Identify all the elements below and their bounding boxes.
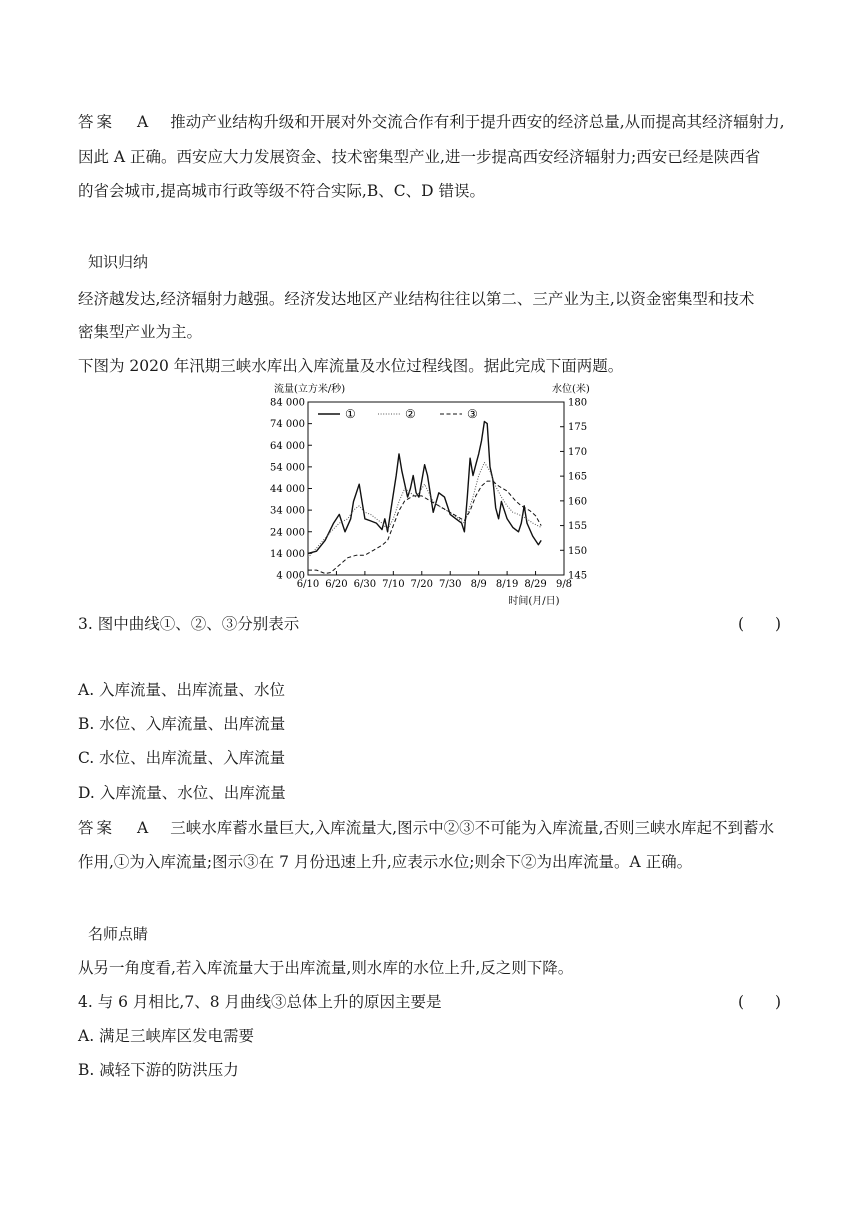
answer-text: 三峡水库蓄水量巨大,入库流量大,图示中②③不可能为入库流量,否则三峡水库起不到蓄水: [170, 819, 775, 837]
chart-intro: 下图为 2020 年汛期三峡水库出入库流量及水位过程线图。据此完成下面两题。: [78, 357, 624, 375]
x-tick-label: 9/8: [555, 579, 573, 590]
q3-option-d: D. 入库流量、水位、出库流量: [78, 784, 286, 802]
left-tick-label: 54 000: [270, 462, 305, 474]
q3-answer-blank: ( ): [738, 615, 782, 633]
answer-text: 推动产业结构升级和开展对外交流合作有利于提升西安的经济总量,从而提高其经济辐射力,: [170, 113, 785, 131]
right-tick-label: 170: [568, 446, 588, 458]
x-tick-label: 8/19: [495, 579, 519, 590]
axis-ticks: [270, 398, 587, 591]
right-axis-label: 水位(米): [552, 384, 590, 395]
plot-frame: [308, 402, 564, 575]
x-tick-label: 8/9: [470, 579, 487, 590]
series-line-2: [308, 463, 541, 558]
q4-option-b: B. 减轻下游的防洪压力: [78, 1061, 239, 1079]
q3-option-b: B. 水位、入库流量、出库流量: [78, 715, 286, 733]
x-tick-label: 6/10: [296, 579, 320, 590]
x-tick-label: 7/10: [382, 579, 405, 590]
q3-stem: 3. 图中曲线①、②、③分别表示: [78, 615, 300, 633]
answer-label: 答案: [78, 113, 116, 131]
q3-answer-line1: [78, 817, 774, 839]
right-tick-label: 180: [568, 397, 588, 409]
x-tick-label: 7/30: [438, 579, 462, 590]
left-axis-label: 流量(立方米/秒): [274, 384, 346, 395]
knowledge-line1: 经济越发达,经济辐射力越强。经济发达地区产业结构往往以第二、三产业为主,以资金密集型和技术: [78, 290, 755, 308]
legend-label-1: ①: [345, 407, 356, 421]
legend: [318, 407, 478, 421]
left-tick-label: 74 000: [270, 419, 305, 431]
tip-heading: 名师点睛: [88, 925, 149, 943]
right-tick-label: 150: [568, 545, 588, 557]
legend-label-2: ②: [405, 407, 416, 421]
left-tick-label: 34 000: [270, 505, 305, 517]
answer-choice: A: [137, 113, 149, 131]
q2-answer-line1: [78, 111, 785, 133]
answer-choice: A: [137, 819, 149, 837]
x-axis-label: 时间(月/日): [508, 596, 560, 607]
x-tick-label: 6/30: [353, 579, 377, 590]
right-tick-label: 175: [568, 422, 588, 434]
x-tick-label: 8/29: [524, 579, 547, 590]
x-tick-label: 7/20: [410, 579, 434, 590]
answer-label: 答案: [78, 819, 116, 837]
left-tick-label: 24 000: [270, 527, 305, 539]
q3-answer-line2: 作用,①为入库流量;图示③在 7 月份迅速上升,应表示水位;则余下②为出库流量。A 正确。: [78, 853, 693, 871]
tip-line1: 从另一角度看,若入库流量大于出库流量,则水库的水位上升,反之则下降。: [78, 959, 574, 977]
left-tick-label: 14 000: [270, 548, 305, 560]
q2-answer-line2: 因此 A 正确。西安应大力发展资金、技术密集型产业,进一步提高西安经济辐射力;西安已经是陕西省: [78, 148, 761, 166]
right-tick-label: 160: [568, 496, 588, 508]
left-tick-label: 64 000: [270, 440, 305, 452]
q3-option-a: A. 入库流量、出库流量、水位: [78, 681, 286, 699]
legend-label-3: ③: [467, 407, 478, 421]
series-line-1: [308, 422, 541, 554]
knowledge-heading: 知识归纳: [88, 253, 149, 271]
left-tick-label: 44 000: [270, 484, 305, 495]
right-tick-label: 155: [568, 521, 588, 533]
q3-option-c: C. 水位、出库流量、入库流量: [78, 749, 286, 767]
right-tick-label: 165: [568, 471, 588, 483]
left-tick-label: 4 000: [276, 570, 305, 582]
q4-stem: 4. 与 6 月相比,7、8 月曲线③总体上升的原因主要是: [78, 993, 442, 1011]
q4-answer-blank: ( ): [738, 993, 782, 1011]
q4-option-a: A. 满足三峡库区发电需要: [78, 1027, 255, 1045]
right-tick-label: 145: [568, 570, 588, 582]
flow-water-level-chart: [268, 380, 598, 612]
series-layer: [308, 422, 541, 574]
left-tick-label: 84 000: [270, 397, 305, 409]
knowledge-line2: 密集型产业为主。: [78, 323, 203, 341]
x-tick-label: 6/20: [325, 579, 348, 590]
q2-answer-line3: 的省会城市,提高城市行政等级不符合实际,B、C、D 错误。: [78, 182, 485, 200]
